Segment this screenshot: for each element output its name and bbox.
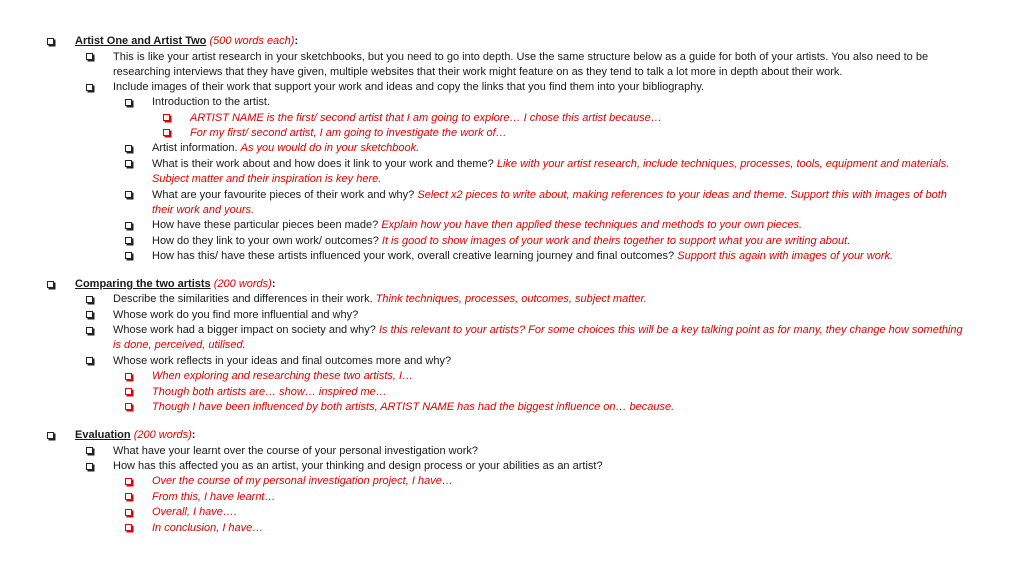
artists-intro-1b: researching interviews that they have given, multiple websites that their work might feature on as they tend to talk a lot more in depth about their work. (113, 66, 843, 78)
artists-favourite-hint: Select x2 pieces to write about, making references to your ideas and theme. Support this with images of both (417, 189, 947, 201)
artists-intro-1: This is like your artist research in your sketchbooks, but you need to go into depth. Use the same structure below as a guide for both of your artists. You also need to be (113, 51, 929, 63)
checkbox-square-icon (125, 160, 132, 167)
comparing-heading-line (75, 277, 276, 292)
checkbox-square-icon (125, 493, 132, 500)
artists-link-hint: It is good to show images of your work and theirs together to support what you are writing about. (381, 235, 851, 247)
evaluation-prompt-3: Overall, I have…. (152, 506, 237, 518)
comparing-q3: Whose work had a bigger impact on society and why? (113, 324, 376, 336)
artists-word-count: (500 words each) (209, 35, 295, 47)
checkbox-square-icon (47, 432, 54, 439)
artists-intro-2: Include images of their work that support your work and ideas and copy the links that you find them into your bibliography. (113, 81, 705, 93)
checkbox-square-icon (86, 296, 93, 303)
artists-info-line (152, 141, 419, 156)
checkbox-square-icon (125, 99, 132, 106)
artists-influence-hint: Support this again with images of your work. (677, 250, 894, 262)
checkbox-square-icon (163, 129, 170, 136)
checkbox-square-icon (86, 84, 93, 91)
evaluation-q2: How has this affected you as an artist, your thinking and design process or your abilities as an artist? (113, 460, 603, 472)
comparing-prompt-1: When exploring and researching these two artists, I… (152, 370, 414, 382)
evaluation-heading-colon: : (191, 429, 196, 441)
artists-info-hint: As you would do in your sketchbook. (240, 142, 420, 154)
artists-favourite-hint-2: their work and yours. (152, 204, 255, 216)
checkbox-square-icon (47, 281, 54, 288)
artists-heading-colon: : (294, 35, 299, 47)
artists-heading: Artist One and Artist Two (75, 35, 207, 47)
artists-link: How do they link to your own work/ outcomes? (152, 235, 379, 247)
checkbox-square-icon (125, 237, 132, 244)
artists-influence: How has this/ have these artists influenced your work, overall creative learning journey and final outcomes? (152, 250, 675, 262)
evaluation-prompt-1: Over the course of my personal investigation project, I have… (152, 475, 453, 487)
comparing-q3-line (113, 323, 963, 338)
comparing-q1-line (113, 292, 647, 307)
artists-link-line (152, 234, 850, 249)
checkbox-square-icon (125, 222, 132, 229)
comparing-q3-hint: Is this relevant to your artists? For some choices this will be a key talking point as for many, they change how something (378, 324, 963, 336)
artists-made: How have these particular pieces been made? (152, 219, 379, 231)
comparing-heading-colon: : (271, 278, 276, 290)
checkbox-square-icon (86, 53, 93, 60)
checkbox-square-icon (125, 403, 132, 410)
checkbox-square-icon (86, 463, 93, 470)
artists-introduction: Introduction to the artist. (152, 96, 271, 108)
artists-prompt-2: For my first/ second artist, I am going to investigate the work of… (190, 127, 507, 139)
artists-favourite-line (152, 188, 947, 203)
artists-influence-line (152, 249, 893, 264)
checkbox-square-icon (125, 373, 132, 380)
artists-about-line (152, 157, 949, 172)
artists-about: What is their work about and how does it link to your work and theme? (152, 158, 494, 170)
checkbox-square-icon (125, 388, 132, 395)
artists-favourite: What are your favourite pieces of their work and why? (152, 189, 415, 201)
checkbox-square-icon (125, 509, 132, 516)
comparing-prompt-2: Though both artists are… show… inspired me… (152, 386, 387, 398)
checkbox-square-icon (86, 311, 93, 318)
comparing-q3-hint-2: is done, perceived, utilised. (113, 339, 246, 351)
comparing-prompt-3: Though I have been influenced by both artists, ARTIST NAME has had the biggest influence on… because. (152, 401, 675, 413)
evaluation-heading-line (75, 428, 195, 443)
checkbox-square-icon (86, 357, 93, 364)
artists-about-hint: Like with your artist research, include techniques, processes, tools, equipment and materials. (496, 158, 950, 170)
checkbox-square-icon (125, 478, 132, 485)
evaluation-heading: Evaluation (75, 429, 131, 441)
checkbox-square-icon (47, 38, 54, 45)
artists-info: Artist information. (152, 142, 238, 154)
artists-prompt-1: ARTIST NAME is the first/ second artist that I am going to explore… I chose this artist because… (190, 112, 662, 124)
checkbox-square-icon (125, 524, 132, 531)
artists-made-line (152, 218, 802, 233)
evaluation-word-count: (200 words) (133, 429, 192, 441)
comparing-q1-hint: Think techniques, processes, outcomes, subject matter. (375, 293, 647, 305)
checkbox-square-icon (125, 191, 132, 198)
artists-heading-line (75, 34, 298, 49)
artists-about-hint-2: Subject matter and their inspiration is key here. (152, 173, 382, 185)
evaluation-q1: What have your learnt over the course of your personal investigation work? (113, 445, 479, 457)
checkbox-square-icon (86, 447, 93, 454)
checkbox-square-icon (125, 252, 132, 259)
checkbox-square-icon (163, 114, 170, 121)
artists-made-hint: Explain how you have then applied these techniques and methods to your own pieces. (381, 219, 803, 231)
comparing-q1: Describe the similarities and differences in their work. (113, 293, 373, 305)
comparing-q2: Whose work do you find more influential and why? (113, 309, 359, 321)
checkbox-square-icon (125, 145, 132, 152)
evaluation-prompt-2: From this, I have learnt… (152, 491, 276, 503)
comparing-q4: Whose work reflects in your ideas and final outcomes more and why? (113, 355, 452, 367)
comparing-word-count: (200 words) (213, 278, 272, 290)
evaluation-prompt-4: In conclusion, I have… (152, 522, 264, 534)
comparing-heading: Comparing the two artists (75, 278, 211, 290)
checkbox-square-icon (86, 327, 93, 334)
